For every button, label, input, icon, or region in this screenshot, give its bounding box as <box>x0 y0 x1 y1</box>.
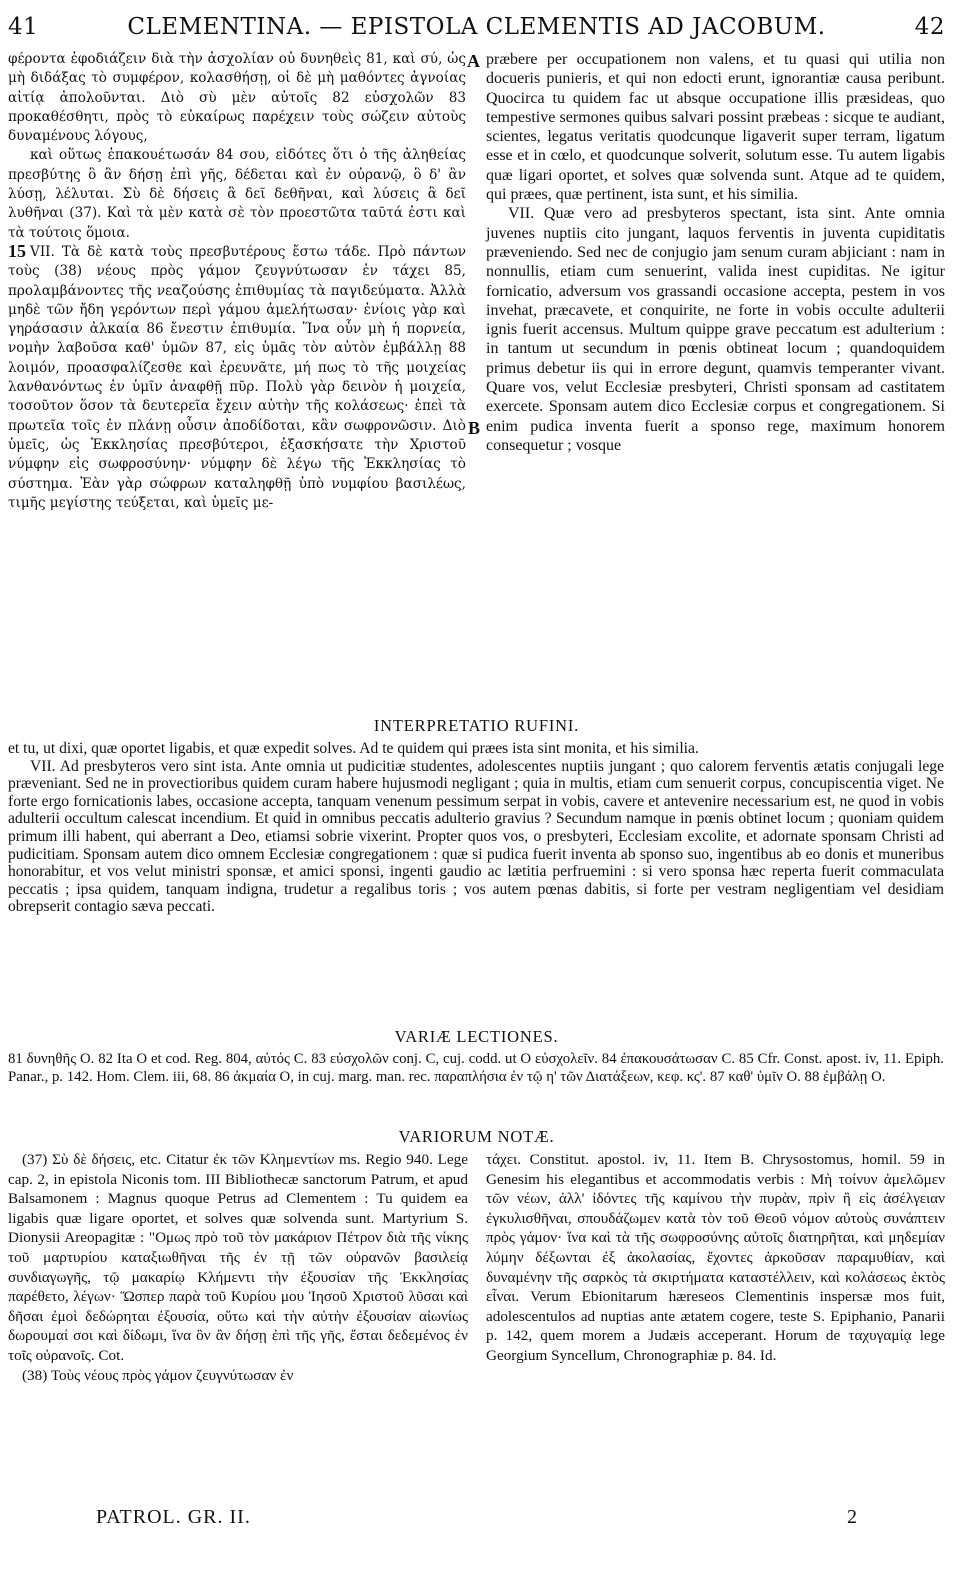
margin-letter-b: B <box>468 418 481 438</box>
page-footer <box>8 1503 945 1531</box>
note-38-continued: τάχει. Constitut. apostol. iv, 11. Item B. Chrysostomus, homil. 59 in Genesim his elegantibus et accommodatis verbis : Μὴ τοίνυν ἀμελῶμεν τῶν νέων, ἀλλ' ἰδόντες τῆς καμίνου τὴν πυρὰν, πρὶν ἢ εἰς ἀσέλγειαν ἐγκυλισθῆναι, σπουδάζωμεν κατὰ τὸν τοῦ Θεοῦ νόμον αὐτοὺς συνάπτειν πρὸς γάμον· ἵνα καὶ τὰ τῆς σωφροσύνης αὐτοῖς διατηρῆται, καὶ μηδεμίαν λύμην δέξωνται ἐξ ἀκολασίας, ἔχοντες ἀρκοῦσαν παραμυθίαν, καὶ δυναμένην τῆς σαρκὸς τὰ σκιρτήματα καταστέλλειν, καὶ κολάσεως ἐκτὸς εἶναι. Verum Ebionitarum hæreseos Clementinis inspersæ mos fuit, adolescentulos ad nuptias ante ætatem cogere, teste S. Epiphanio, Panarii p. 142, quem morem a Judæis acceperant. Horum de ταχυγαμίᾳ lege Georgium Syncellum, Chronographiæ p. 84. Id. <box>486 1151 945 1364</box>
footer-volume: PATROL. GR. II. <box>96 1506 251 1528</box>
greek-paragraph-1b: καὶ οὕτως ἐπακουέτωσάν 84 σου, εἰδότες ὅτι ὁ τῆς ἀληθείας πρεσβύτης ὃ ἂν δήσῃ ἐπὶ γῆς, δέδεται καὶ ἐν οὐρανῷ, ὃ δ' ἂν λύσῃ, λέλυται. Σὺ δὲ δήσεις ἃ δεῖ δεθῆναι, καὶ λύσεις ἃ δεῖ λυθῆναι (37). Καὶ τὰ μὲν κατὰ σὲ τὸν προεστῶτα ταῦτά ἐστι καὶ τὰ τούτοις ὅμοια. <box>8 147 466 241</box>
variae-lectiones-heading: VARIÆ LECTIONES. <box>394 1027 559 1046</box>
note-38: (38) Τοὺς νέους πρὸς γάμον ζευγνύτωσαν ἐν <box>22 1366 294 1384</box>
footer-signature: 2 <box>847 1506 857 1528</box>
page-number-right: 42 <box>914 14 945 40</box>
greek-paragraph-2: VII. Τὰ δὲ κατὰ τοὺς πρεσβυτέρους ἔστω τάδε. Πρὸ πάντων τοὺς (38) νέους πρὸς γάμον ζευγνύτωσαν ἐν τάχει 85, προλαμβάνοντες τῆς νεαζούσης ἐπιθυμίας τὰ παγιδεύματα. Ἀλλὰ μηδὲ τῶν ἤδη γερόντων περὶ γάμου ἀμελήτωσαν· ἐνίοις γὰρ καὶ γηράσασιν ἀλκαία 86 ἔνεστιν ἐπιθυμία. Ἵνα οὖν μὴ ἡ πορνεία, νομὴν λαβοῦσα καθ' ὑμῶν 87, εἰς ὑμᾶς τὸν αὐτὸν ἐμβάλλῃ 88 λοιμόν, προασφαλίζεσθε καὶ ἐρευνᾶτε, μή πως τὸ τῆς μοιχείας λανθανόντως ἐν ὑμῖν ἀναφθῇ πῦρ. Πολὺ γὰρ δεινὸν ἡ μοιχεία, τοσοῦτον ὅσον τὰ δευτερεῖα ἔχειν αὐτὴν τῆς κολάσεως· ἐπεὶ τὰ πρωτεῖα τοῖς ἐν πλάνῃ οὖσιν ἀποδίδοται, κἂν σωφρονῶσιν. Διὸ ὑμεῖς, ὡς Ἐκκλησίας πρεσβύτεροι, ἐξασκήσατε τὴν Χριστοῦ νύμφην εἰς σωφροσύνην· νύμφην δὲ λέγω τῆς Ἐκκλησίας τὸ σύστημα. Ἐὰν γὰρ σώφρων καταληφθῇ ὑπὸ νυμφίου βασιλέως, τιμῆς μεγίστης τεύξεται, καὶ ὑμεῖς με- <box>8 243 466 511</box>
latin-paragraph-2: VII. Quæ vero ad presbyteros spectant, ista sint. Ante omnia juvenes nuptiis cito jungant, laquos ferventis in juventa cupiditatis præveniendo. Sed nec de conjugio jam senum curam abjiciant : nam in nonnullis, etiam cum senuerint, valida inest cupiditas. Ne igitur fornicatio, adversum vos grassandi occasione accepta, pestem in vos invehat, præcavete, et conquirite, ne forte in vobis occulte adulterii ignis fuerit accensus. Multum quippe grave peccatum est adulterium : in tantum ut secundum in pœnis obtineat locum ; quandoquidem primus debetur iis qui in errore degunt, quamvis temperanter vivant. Quare vos, velut Ecclesiæ presbyteri, Christi sponsam ad castitatem exercete. Sponsam autem dico Ecclesiæ corpus et congregationem. Si enim pudica inventa fuerit a sponso rege, maximum honorem consequetur ; vosque <box>486 205 945 454</box>
rufinus-text <box>8 740 944 916</box>
latin-paragraph-1: præbere per occupationem non valens, et tu quasi qui utilia non docueris punieris, et qui non edocti erunt, ignorantiæ causa peribunt. Quocirca tu quidem fac ut absque occupatione illis præsideas, quo tempestive sermones quibus salvari possint præbeas : sicque te audiant, scientes, legatus veritatis quodcunque ligaverit super terram, ligatum esse et in cœlo, et quodcunque solverit, solutum esse. Tu autem ligabis quæ ligari oportet, et solves quæ solvenda sunt. Atque ad te quidem, qui præes, quæ pertinent, ista sunt, et his similia. <box>486 51 945 204</box>
page-number-left: 41 <box>8 14 39 40</box>
notes-right-column <box>486 1150 945 1366</box>
notes-left-column <box>8 1150 468 1385</box>
variae-lectiones-body: 81 δυνηθῆς O. 82 Ita O et cod. Reg. 804, αὐτός C. 83 εὐσχολῶν conj. C, cuj. codd. ut O εὐσχολεῖν. 84 ἐπακουσάτωσαν C. 85 Cfr. Const. apost. iv, 11. Epiph. Panar., p. 142. Hom. Clem. iii, 68. 86 ἀκμαία O, in cuj. marg. man. rec. παραπλήσια ἐν τῷ η' τῶν Διατάξεων, κεφ. κς'. 87 καθ' ὑμῖν O. 88 ἐμβάλῃ O. <box>8 1051 944 1085</box>
variorum-notae-heading: VARIORUM NOTÆ. <box>398 1127 555 1146</box>
greek-column <box>8 50 466 513</box>
note-37: (37) Σὺ δὲ δήσεις, etc. Citatur ἐκ τῶν Κλημεντίων ms. Regio 940. Lege cap. 2, in epistola Niconis tom. III Bibliothecæ sanctorum Patrum, et apud Balsamonem : Magnus quoque Petrus ad Clementem : Tu quidem ea ligabis quæ ligare oportet, et solves quæ solvenda sunt. Martyrium S. Dionysii Areopagitæ : "Ομως πρὸ τοῦ τὸν μακάριον Πέτρον διὰ τῆς νίκης τοῦ μαρτυρίου καταξιωθῆναι τῆς ἐν τῇ τῶν οὐρανῶν βασιλείᾳ συνδιαγωγῆς, τῷ μακαρίῳ Κλήμεντι τὴν ἐξουσίαν τῆς Ἐκκλησίας παρέθετο, λέγων· Ὥσπερ παρὰ τοῦ Κυρίου μου Ἰησοῦ Χριστοῦ λῦσαι καὶ δῆσαι ἐμοὶ δεδώρηται ἐξουσία, οὕτω καὶ τὴν αὐτὴν ἐξουσίαν αἰωνίως δωρουμαί σοι καὶ δίδωμι, ἵνα ὃν ἂν δήσῃ ἐπὶ τῆς γῆς, ἔσται δεδεμένος ἐν τοῖς οὐρανοῖς. Cot. <box>8 1151 468 1364</box>
running-header <box>8 12 945 42</box>
running-title: CLEMENTINA. — EPISTOLA CLEMENTIS AD JACOBUM. <box>127 14 826 40</box>
latin-column <box>486 50 945 455</box>
rufinus-paragraph-2: VII. Ad presbyteros vero sint ista. Ante omnia ut pudicitiæ studentes, adolescentes nuptiis jungant ; quo calorem ferventis ætatis conjugali lege præveniant. Sed ne in provectioribus quidem curam habere hujusmodi negligant ; quia in multis, etiam cum senuerit corpus, concupiscentia viget. Ne forte ergo fornicationis labes, occasione accepta, tanquam venenum pessimum serpat in vobis, cavere et antevenire necessarium est, ne quod in vobis adulterii occultum calescat incendium. Et quid in omnibus peccatis adulterio gravius ? Secundum namque in pœnis obtinet locum ; quoniam quidem primum illi habent, qui aberrant a Deo, etiamsi sobrie vixerint. Propter quos vos, o presbyteri, Ecclesiam excolite, et adornate sponsam Christi ad pudicitiam. Sponsam autem dico omnem Ecclesiæ congregationem : quæ si pudica fuerit inventa ab sponso suo, ingentibus ab eo donis et muneribus honorabitur, et vos velut ministri sponsæ, et amici sponsi, ingenti gaudio ac lætitia perfruemini : si vero sponsa hæc reperta fuerit commaculata peccatis ; ipsa quidem, tanquam indigna, trudetur a regalibus toris ; vos autem pœnas dabitis, si forte per vestram negligentiam vel desidiam obrepserit contagio sæva peccati. <box>8 757 944 916</box>
line-number-15: 15 <box>8 241 26 261</box>
variae-lectiones-text <box>8 1050 944 1086</box>
rufinus-heading: INTERPRETATIO RUFINI. <box>373 716 580 735</box>
greek-paragraph-1: φέροντα ἐφοδιάζειν διὰ τὴν ἀσχολίαν οὐ δυνηθεὶς 81, καὶ σύ, ὡς μὴ διδάξας τὸ συμφέρον, κολασθήσῃ, οἱ δὲ μὴ μαθόντες ἀγνοίας αἰτίᾳ ἀπολοῦνται. Διὸ σὺ μὲν αὐτοῖς 82 εὐσχολῶν 83 προκαθέσθητι, πρὸς τὸ εὐκαίρως παρέχειν τοὺς σώζειν αὐτοὺς δυναμένους λόγους, <box>8 51 466 145</box>
rufinus-paragraph-1: et tu, ut dixi, quæ oportet ligabis, et quæ expedit solves. Ad te quidem qui præes ista sint monita, et his similia. <box>8 740 699 757</box>
margin-letter-a: A <box>467 51 480 71</box>
